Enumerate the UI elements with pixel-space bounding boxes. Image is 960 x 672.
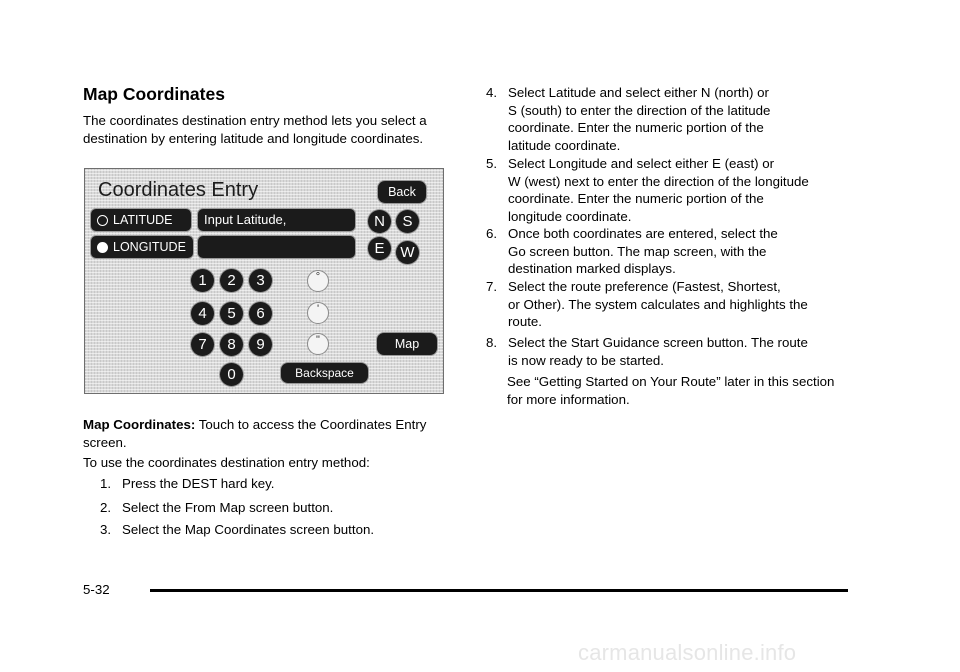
digit-7-button[interactable]: 7 [191, 333, 214, 356]
degree-symbol-button[interactable]: ° [307, 270, 329, 292]
step-item [100, 521, 460, 539]
direction-w-button[interactable]: W [396, 241, 419, 264]
step-line: is now ready to be started. [508, 352, 664, 368]
step-text [508, 84, 770, 154]
back-button[interactable]: Back [378, 181, 426, 203]
step-line: route. [508, 314, 543, 329]
step-number: 1. [100, 476, 112, 491]
step-line: longitude coordinate. [508, 208, 632, 224]
step-item [486, 155, 846, 225]
footer-rule [150, 589, 848, 592]
latitude-label: LATITUDE [113, 213, 173, 227]
step-line: Select the From Map screen button. [122, 500, 334, 515]
step-line: Select the route preference (Fastest, Shortest, [508, 279, 781, 294]
longitude-radio-icon [97, 242, 108, 253]
backspace-button[interactable]: Backspace [281, 363, 368, 383]
step-number: 2. [100, 500, 112, 515]
digit-8-button[interactable]: 8 [220, 333, 243, 356]
direction-e-button[interactable]: E [368, 237, 391, 260]
caption-label: Map Coordinates: [83, 417, 196, 432]
step-text [508, 334, 808, 369]
step-text [122, 521, 374, 539]
longitude-input-field[interactable] [198, 236, 355, 258]
caption-text: Touch to access the Coordinates Entry screen. [83, 417, 427, 450]
step-number: 3. [100, 522, 112, 537]
step-item [486, 278, 846, 331]
step-number: 4. [486, 85, 498, 100]
see-also-note: See “Getting Started on Your Route” later in this section for more information. [507, 374, 835, 407]
coordinates-entry-screen [84, 168, 444, 394]
step-line: latitude coordinate. [508, 137, 621, 153]
digit-0-button[interactable]: 0 [220, 363, 243, 386]
map-button[interactable]: Map [377, 333, 437, 355]
step-line: Select Latitude and select either N (north) or [508, 85, 769, 100]
step-item [486, 84, 846, 154]
step-line: Go screen button. The map screen, with the [508, 243, 767, 259]
direction-n-button[interactable]: N [368, 210, 391, 233]
second-symbol-button[interactable]: " [307, 333, 329, 355]
latitude-option[interactable] [91, 209, 191, 231]
step-text [508, 278, 808, 331]
step-line: destination marked displays. [508, 261, 676, 276]
step-line: or Other). The system calculates and highlights the [508, 296, 808, 312]
step-line: Select the Start Guidance screen button. The route [508, 335, 808, 350]
longitude-option[interactable] [91, 236, 193, 258]
step-line: Once both coordinates are entered, select the [508, 226, 778, 241]
intro-paragraph: The coordinates destination entry method lets you select a destination by entering latitude and longitude coordinates. [83, 113, 427, 146]
step-line: coordinate. Enter the numeric portion of the [508, 120, 764, 135]
step-number: 5. [486, 156, 498, 171]
step-number: 8. [486, 335, 498, 350]
digit-3-button[interactable]: 3 [249, 269, 272, 292]
page-number: 5-32 [83, 582, 110, 597]
step-line: W (west) next to enter the direction of the longitude [508, 173, 809, 189]
step-line: coordinate. Enter the numeric portion of the [508, 191, 764, 206]
step-number: 6. [486, 226, 498, 241]
latitude-input-field[interactable] [198, 209, 355, 231]
step-text [508, 155, 809, 225]
digit-2-button[interactable]: 2 [220, 269, 243, 292]
watermark: carmanualsonline.info [578, 640, 797, 665]
section-title: Map Coordinates [83, 84, 225, 104]
digit-4-button[interactable]: 4 [191, 302, 214, 325]
screen-title: Coordinates Entry [98, 179, 259, 201]
figure-caption [83, 416, 453, 451]
digit-5-button[interactable]: 5 [220, 302, 243, 325]
longitude-label: LONGITUDE [113, 240, 186, 254]
input-prompt: Input Latitude, [204, 212, 287, 227]
digit-6-button[interactable]: 6 [249, 302, 272, 325]
step-item [100, 475, 460, 493]
minute-symbol-button[interactable]: ' [307, 302, 329, 324]
step-text [122, 475, 275, 493]
steps-lead-in: To use the coordinates destination entry method: [83, 455, 370, 470]
direction-s-button[interactable]: S [396, 210, 419, 233]
step-item [100, 499, 460, 517]
step-line: Select the Map Coordinates screen button. [122, 522, 375, 537]
step-item [486, 334, 846, 369]
digit-9-button[interactable]: 9 [249, 333, 272, 356]
step-line: Press the DEST hard key. [122, 476, 275, 491]
step-line: Select Longitude and select either E (east) or [508, 156, 775, 171]
step-text [122, 499, 333, 517]
digit-1-button[interactable]: 1 [191, 269, 214, 292]
step-line: S (south) to enter the direction of the latitude [508, 102, 771, 118]
step-item [486, 225, 846, 278]
step-number: 7. [486, 279, 498, 294]
latitude-radio-icon [97, 215, 108, 226]
step-text [508, 225, 778, 278]
